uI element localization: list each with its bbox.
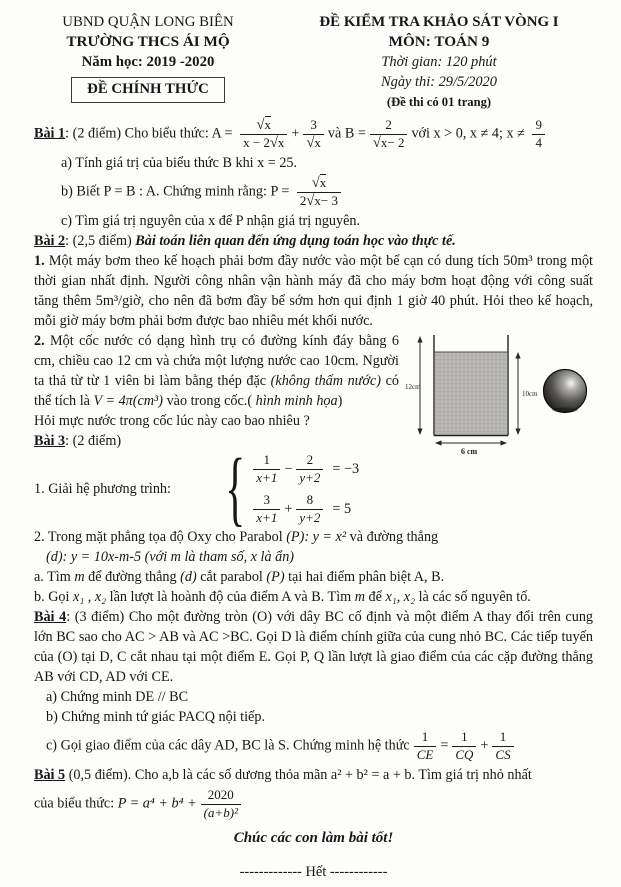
bai2-problem-1: [34, 251, 593, 331]
sqrt-sign: √: [372, 135, 381, 151]
numerator: 1: [452, 730, 476, 747]
illustration-note: hình minh họa: [255, 393, 338, 409]
bai2-problem-2-text: ): [337, 393, 343, 409]
denominator: CE: [416, 747, 434, 762]
bai3-item-a: [34, 567, 593, 587]
denominator: [240, 135, 287, 151]
bai4-heading: [34, 607, 593, 687]
plus-sign: +: [284, 501, 293, 517]
var-m: m: [74, 569, 85, 585]
equals-sign: =: [440, 737, 449, 754]
sqrt-sign: √: [306, 135, 315, 151]
fraction: [296, 493, 323, 525]
numerator: 9: [532, 118, 545, 135]
den-text: x − 2: [243, 135, 270, 150]
fraction: [492, 730, 513, 762]
bai5-label: Bài 5: [34, 767, 66, 783]
parabola-formula: (P): y = x²: [286, 529, 347, 545]
bai2-problem-1-text: Một máy bơm theo kế hoạch phải bơm đầy nước vào một bể cạn có dung tích 50m³ trong một thời gian nhất định. Người công nhân vận hành máy đã cho máy bơm hoạt động với công suất tăng thêm 5m³/giờ, cho nên đã bơm đầy bể sớm hơn qui định 1 giờ 40 phút. Hỏi theo kế hoạch, mỗi giờ máy bơm phải bơm được bao nhiêu mét khối nước.: [34, 253, 593, 329]
waterproof-note: (không thấm nước): [270, 373, 382, 389]
bai1-intro-line: [34, 118, 593, 150]
equation-rhs: = 5: [332, 501, 352, 517]
parabola-ref: (P): [266, 569, 285, 585]
minus-sign: −: [284, 461, 293, 477]
numerator: [240, 118, 287, 135]
fraction: [414, 730, 437, 762]
bai1-mid-text: và B =: [327, 125, 366, 142]
cylinder-height-label: 12cm: [405, 383, 421, 391]
bai2-subtitle: Bài toán liên quan đến ứng dụng toán học vào thực tế.: [135, 233, 456, 249]
exam-title: ĐỀ KIỂM TRA KHẢO SÁT VÒNG I: [319, 14, 559, 30]
equations: [249, 453, 359, 525]
denominator: y+2: [299, 470, 321, 485]
text: để: [364, 589, 386, 605]
volume-formula: V = 4π(cm³): [93, 393, 164, 409]
bai3-points: : (2 điểm): [65, 433, 122, 449]
var-m: m: [354, 589, 365, 605]
bai5-expression-line: [34, 788, 593, 820]
numerator: 3: [303, 118, 323, 135]
numerator: 1: [253, 453, 280, 470]
bai1-b-text: b) Biết P = B : A. Chứng minh rằng: P =: [61, 183, 290, 200]
bai3-system-line: [34, 442, 399, 535]
denominator: 4: [535, 135, 542, 150]
radicand: x: [314, 193, 321, 208]
var-x1-x2: x₁, x₂: [385, 589, 416, 605]
bai3-item-b: [34, 587, 593, 607]
p-expression: P = a⁴ + b⁴ +: [117, 795, 197, 812]
text: a. Tìm: [34, 569, 75, 585]
district-name: UBND QUẬN LONG BIÊN: [62, 14, 234, 30]
bai4-item-c: [34, 730, 593, 762]
radicand: x: [314, 135, 321, 150]
numerator: 1: [414, 730, 437, 747]
bai3-problem-2: [34, 527, 593, 547]
equation-rhs: = −3: [332, 461, 360, 477]
bai2-heading: [34, 231, 593, 251]
numerator: 3: [253, 493, 280, 510]
denominator: [303, 135, 323, 151]
radicand: x: [264, 117, 271, 132]
numerator: 2020: [201, 788, 241, 805]
bai2-points: : (2,5 điểm): [65, 233, 136, 249]
bai4-intro-text: : (3 điểm) Cho một đường tròn (O) với dây BC cố định và một điểm A thay đổi trên cung lớn BC sao cho AC > AB và AC >BC. Gọi D là điểm chính giữa của cung nhỏ BC. Các tiếp tuyến của (O) tại D, C cắt nhau tại một điểm E. Gọi P, Q lần lượt là giao điểm của các cặp đường thẳng AB với CD, AD với CE.: [34, 609, 594, 685]
bai1-item-c: c) Tìm giá trị nguyên của x để P nhận giá trị nguyên.: [61, 213, 361, 229]
header-right: [285, 12, 593, 112]
bai3-solve-text: 1. Giải hệ phương trình:: [34, 481, 171, 497]
line-d-ref: (d): [180, 569, 197, 585]
denominator: CS: [495, 747, 511, 762]
denominator: x+1: [256, 470, 278, 485]
denominator: CQ: [455, 747, 474, 762]
den-text: − 3: [320, 193, 338, 208]
radicand: x: [380, 135, 388, 150]
bai5-heading: [34, 765, 593, 785]
radicand: x: [319, 175, 327, 190]
good-luck-message: Chúc các con làm bài tốt!: [233, 830, 394, 846]
bai4-label: Bài 4: [34, 609, 67, 625]
denominator: (a+b)²: [203, 805, 238, 820]
bai1-label: Bài 1: [34, 125, 66, 142]
text: tại hai điểm phân biệt A, B.: [284, 569, 445, 585]
denominator: y+2: [299, 510, 321, 525]
sqrt-sign: √: [306, 193, 315, 209]
water-height-label: 10cm: [522, 390, 538, 398]
exam-date: Ngày thi: 29/5/2020: [381, 74, 497, 90]
equation-1: [249, 453, 359, 485]
bai1-condition-text: với x > 0, x ≠ 4; x ≠: [411, 125, 525, 142]
water-fill: [435, 352, 508, 436]
var-x1-x2: x₁ , x₂: [73, 589, 107, 605]
denominator: [297, 193, 341, 209]
text: để đường thẳng: [84, 569, 181, 585]
numerator: 8: [296, 493, 323, 510]
cylinder-figure: [405, 333, 593, 457]
fraction: [253, 493, 280, 525]
text: b. Gọi: [34, 589, 74, 605]
item-number: 2.: [34, 333, 45, 349]
steel-ball: [544, 370, 587, 413]
school-year: Năm học: 2019 -2020: [81, 54, 215, 70]
sqrt-sign: √: [311, 175, 320, 191]
bai1-item-b: [34, 176, 593, 208]
fraction: [201, 788, 241, 820]
sqrt-sign: √: [256, 117, 265, 133]
bai4-item-a: a) Chứng minh DE // BC: [46, 689, 189, 705]
den-text: 2: [299, 193, 307, 208]
bai3-line-d: (d): y = 10x-m-5 (với m là tham số, x là ẩn): [46, 549, 295, 565]
fraction: [253, 453, 280, 485]
sqrt-sign: √: [269, 135, 278, 151]
bai5-text-2: của biểu thức:: [34, 795, 118, 812]
item-number: 1.: [34, 253, 45, 269]
school-name: TRƯỜNG THCS ÁI MỘ: [66, 33, 230, 50]
numerator: 2: [296, 453, 323, 470]
bai3-problem-2-text: 2. Trong mặt phẳng tọa độ Oxy cho Parabol: [34, 529, 287, 545]
denominator: x+1: [256, 510, 278, 525]
bai2-label: Bài 2: [34, 233, 66, 249]
bai4-c-text: c) Gọi giao điểm của các dây AD, BC là S. Chứng minh hệ thức: [46, 737, 410, 754]
radicand: x: [277, 135, 285, 150]
fraction: [303, 118, 323, 150]
numerator: 1: [492, 730, 513, 747]
exam-duration: Thời gian: 120 phút: [381, 54, 497, 70]
fraction: [452, 730, 476, 762]
bai1-intro-text: : (2 điểm) Cho biểu thức: A =: [65, 125, 233, 142]
diameter-label: 6 cm: [461, 447, 478, 456]
end-of-exam-marker: ------------- Hết ------------: [239, 864, 388, 880]
exam-pages-note: (Đề thi có 01 trang): [386, 95, 492, 109]
text: lần lượt là hoành độ của điểm A và B. Tìm: [106, 589, 355, 605]
numerator: [297, 176, 341, 193]
ball-shadow: [552, 407, 578, 412]
text: là các số nguyên tố.: [415, 589, 531, 605]
bai2-problem-2-text: vào trong cốc.(: [163, 393, 256, 409]
bai5-text: (0,5 điểm). Cho a,b là các số dương thỏa mãn a² + b² = a + b. Tìm giá trị nhỏ nhất: [65, 767, 532, 783]
fraction: [532, 118, 545, 150]
fraction: [370, 118, 408, 150]
text: cắt parabol: [196, 569, 267, 585]
den-text: − 2: [387, 135, 405, 150]
numerator: 2: [370, 118, 408, 135]
equation-system: [215, 442, 360, 535]
bai2-question: Hỏi mực nước trong cốc lúc này cao bao nhiêu ?: [34, 413, 310, 429]
bai4-item-b: b) Chứng minh tứ giác PACQ nội tiếp.: [46, 709, 265, 725]
header: [34, 12, 593, 112]
bai2-problem-2-text: Một cốc nước có dạng hình trụ có đường kính đáy bằng 6 cm, chiều cao 12 cm và chứa một lượng nước cao 10cm. Người ta thả từ từ 1 viên bi làm bằng thép đặc: [34, 333, 399, 389]
equation-2: [249, 493, 359, 525]
fraction: [297, 176, 341, 208]
plus-sign: +: [480, 737, 489, 754]
denominator: [370, 135, 408, 151]
exam-subject: MÔN: TOÁN 9: [388, 33, 490, 50]
official-exam-stamp: ĐỀ CHÍNH THỨC: [71, 77, 225, 103]
fraction: [296, 453, 323, 485]
bai3-label: Bài 3: [34, 433, 66, 449]
brace-symbol: {: [225, 442, 246, 535]
fraction: [240, 118, 287, 150]
header-left: [34, 12, 262, 112]
bai2-problem-2-text: có thể tích là: [34, 373, 399, 409]
plus-sign: +: [291, 125, 300, 142]
bai1-item-a: a) Tính giá trị của biểu thức B khi x = 25.: [61, 155, 298, 171]
bai3-problem-2-text: và đường thẳng: [346, 529, 439, 545]
